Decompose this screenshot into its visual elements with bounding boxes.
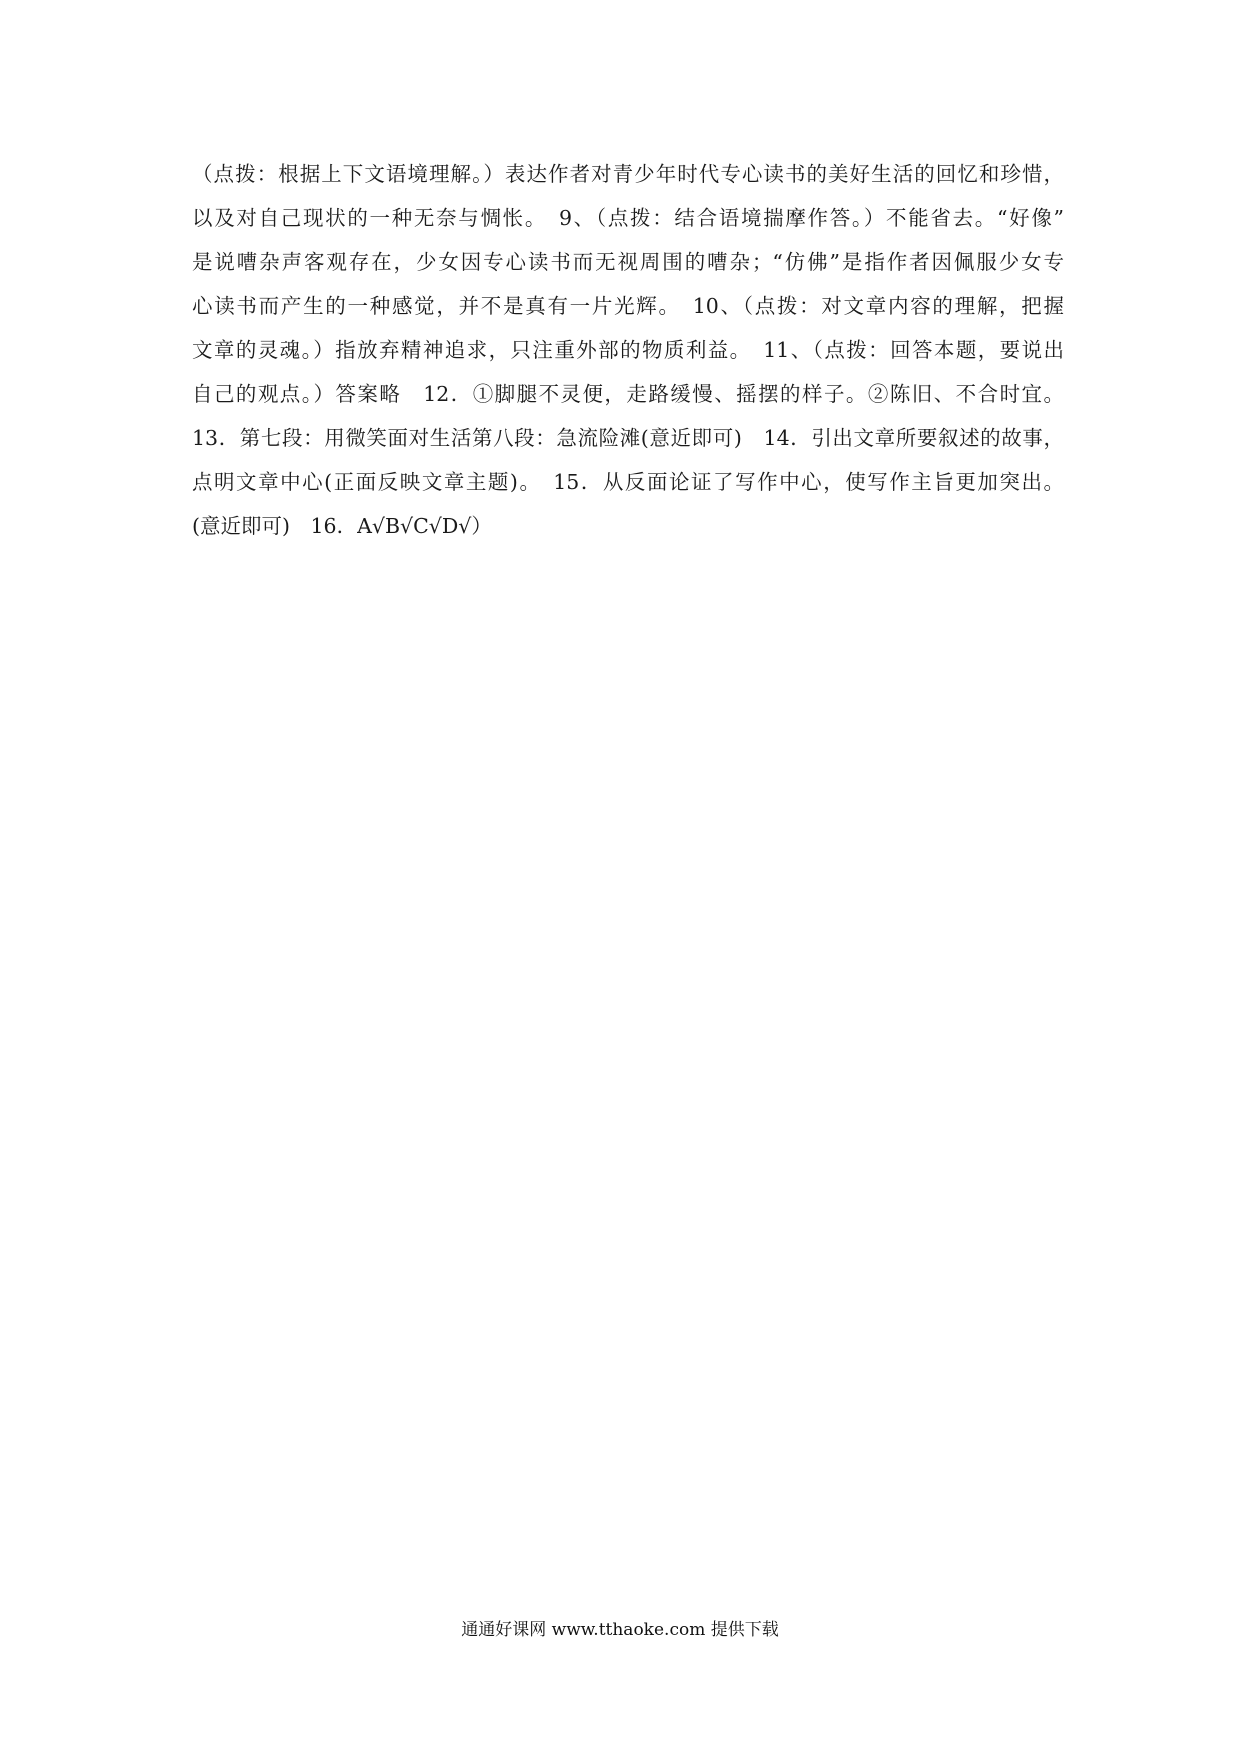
text-line: 是说嘈杂声客观存在，少女因专心读书而无视周围的嘈杂；“仿佛”是指作者因佩服少女专 bbox=[192, 250, 1064, 274]
text-line: 自己的观点。）答案略 12．①脚腿不灵便，走路缓慢、摇摆的样子。②陈旧、不合时宜。 bbox=[192, 382, 1064, 406]
text-line: (意近即可) 16．A√B√C√D√） bbox=[192, 514, 492, 538]
text-line: 心读书而产生的一种感觉，并不是真有一片光辉。 10、（点拨：对文章内容的理解，把握 bbox=[192, 294, 1064, 318]
text-line: （点拨：根据上下文语境理解。）表达作者对青少年时代专心读书的美好生活的回忆和珍惜， bbox=[192, 162, 1064, 186]
answer-text-block bbox=[192, 152, 1064, 548]
text-line: 点明文章中心(正面反映文章主题)。 15．从反面论证了写作中心，使写作主旨更加突出。 bbox=[192, 470, 1064, 494]
text-line: 以及对自己现状的一种无奈与惆怅。 9、（点拨：结合语境揣摩作答。）不能省去。“好像” bbox=[192, 206, 1064, 230]
page-footer: 通通好课网 www.tthaoke.com 提供下载 bbox=[461, 1620, 779, 1640]
text-line: 文章的灵魂。）指放弃精神追求，只注重外部的物质利益。 11、（点拨：回答本题，要说出 bbox=[192, 338, 1064, 362]
text-line: 13．第七段：用微笑面对生活第八段：急流险滩(意近即可) 14．引出文章所要叙述的故事， bbox=[192, 426, 1064, 450]
